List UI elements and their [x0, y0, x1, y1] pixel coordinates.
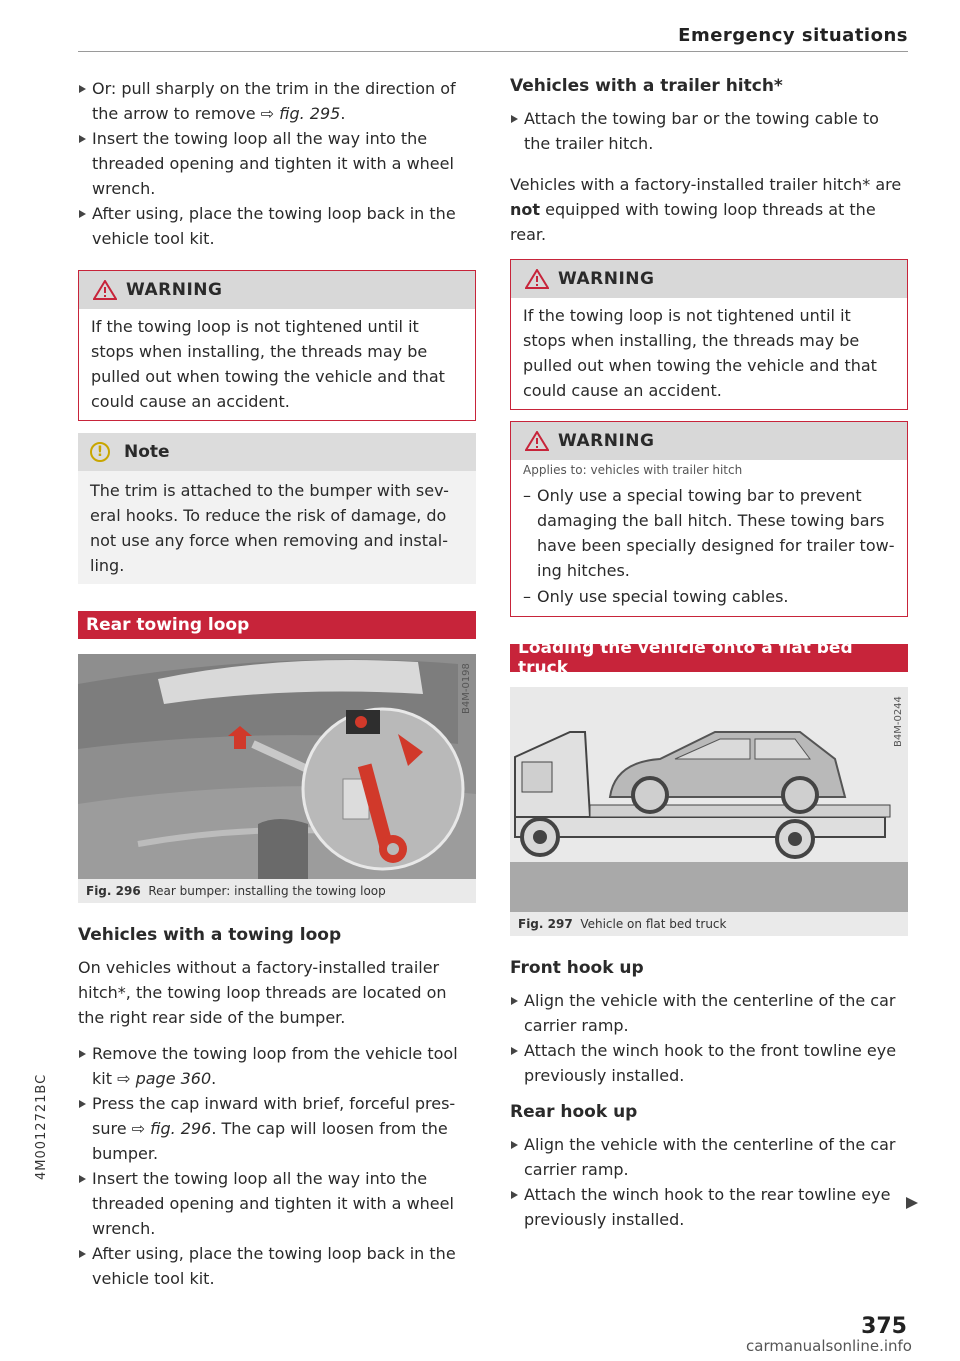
subheading-rear-hook-up: Rear hook up [510, 1102, 638, 1122]
left-column [78, 76, 476, 1291]
figure-297 [510, 687, 908, 936]
warning-triangle-icon [525, 269, 549, 289]
warning-title: WARNING [558, 269, 655, 289]
subheading-towing-loop: Vehicles with a towing loop [78, 925, 342, 945]
list-item: Attach the winch hook to the front towline eye previously installed. [510, 1038, 908, 1088]
continue-arrow-icon [906, 1197, 918, 1209]
warning-title: WARNING [126, 280, 223, 300]
header-rule [78, 51, 908, 52]
note-title: Note [124, 442, 170, 462]
note-box [78, 433, 476, 584]
section-header: Emergency situations [678, 25, 908, 46]
list-item: Align the vehicle with the centerline of the car carrier ramp. [510, 1132, 908, 1182]
list-item: Attach the winch hook to the rear towline eye previously installed. [510, 1182, 908, 1232]
figure-code: B4M-0198 [461, 663, 472, 714]
figure-caption: Fig. 296 Rear bumper: installing the towing loop [78, 879, 476, 903]
list-item: Insert the towing loop all the way into the threaded opening and tighten it with a wheel wrench. [78, 126, 476, 201]
list-item: Press the cap inward with brief, forceful pres-sure ⇨ fig. 296. The cap will loosen from the bumper. [78, 1091, 476, 1166]
warning-box [78, 270, 476, 421]
paragraph: Vehicles with a factory-installed trailer hitch* are not equipped with towing loop threads at the rear. [510, 175, 902, 244]
list-item: – Only use a special towing bar to prevent damaging the ball hitch. These towing bars have been specially designed for trailer tow-ing hitches. [523, 483, 895, 583]
cross-reference-link[interactable]: ⇨ fig. 296 [131, 1119, 212, 1138]
figure-code: B4M-0244 [893, 696, 904, 747]
subheading-trailer-hitch: Vehicles with a trailer hitch* [510, 76, 783, 96]
figure-caption: Fig. 297 Vehicle on flat bed truck [510, 912, 908, 936]
list-item: Align the vehicle with the centerline of the car carrier ramp. [510, 988, 908, 1038]
bottom-bullet-list [78, 1041, 476, 1291]
cross-reference-link[interactable]: ⇨ page 360 [117, 1069, 212, 1088]
list-item: – Only use special towing cables. [523, 584, 895, 609]
section-banner: Rear towing loop [78, 611, 476, 639]
rear-bumper-illustration [78, 654, 476, 879]
figure-296 [78, 654, 476, 903]
right-column [510, 76, 908, 1232]
section-banner: Loading the vehicle onto a flat bed truck [510, 644, 908, 672]
list-item: After using, place the towing loop back in the vehicle tool kit. [78, 1241, 476, 1291]
warning-box [510, 259, 908, 410]
list-item: Attach the towing bar or the towing cable to the trailer hitch. [510, 106, 908, 156]
note-text: The trim is attached to the bumper with sev-eral hooks. To reduce the risk of damage, do not use any force when removing and instal-ling. [90, 481, 449, 575]
warning-title: WARNING [558, 431, 655, 451]
list-item: After using, place the towing loop back in the vehicle tool kit. [78, 201, 476, 251]
list-item: Or: pull sharply on the trim in the direction of the arrow to remove ⇨ fig. 295. [78, 76, 476, 126]
flatbed-truck-illustration [510, 687, 908, 912]
warning-triangle-icon [525, 431, 549, 451]
list-item: Insert the towing loop all the way into the threaded opening and tighten it with a wheel wrench. [78, 1166, 476, 1241]
watermark: carmanualsonline.info [746, 1337, 912, 1355]
top-bullet-list [78, 76, 476, 251]
note-icon: ! [90, 442, 110, 462]
warning-box-trailer [510, 421, 908, 617]
page-number: 375 [861, 1314, 907, 1339]
list-item: Remove the towing loop from the vehicle tool kit ⇨ page 360. [78, 1041, 476, 1091]
document-code: 4M0012721BC [34, 1073, 49, 1180]
warning-text: If the towing loop is not tightened until it stops when installing, the threads may be pulled out when towing the vehicle and that could cause an accident. [523, 306, 877, 400]
paragraph: On vehicles without a factory-installed trailer hitch*, the towing loop threads are located on the right rear side of the bumper. [78, 958, 447, 1027]
warning-text: If the towing loop is not tightened until it stops when installing, the threads may be pulled out when towing the vehicle and that could cause an accident. [91, 317, 445, 411]
applies-to-text: Applies to: vehicles with trailer hitch [523, 463, 743, 477]
subheading-front-hook-up: Front hook up [510, 958, 644, 978]
cross-reference-link[interactable]: ⇨ fig. 295 [260, 104, 341, 123]
warning-triangle-icon [93, 280, 117, 300]
